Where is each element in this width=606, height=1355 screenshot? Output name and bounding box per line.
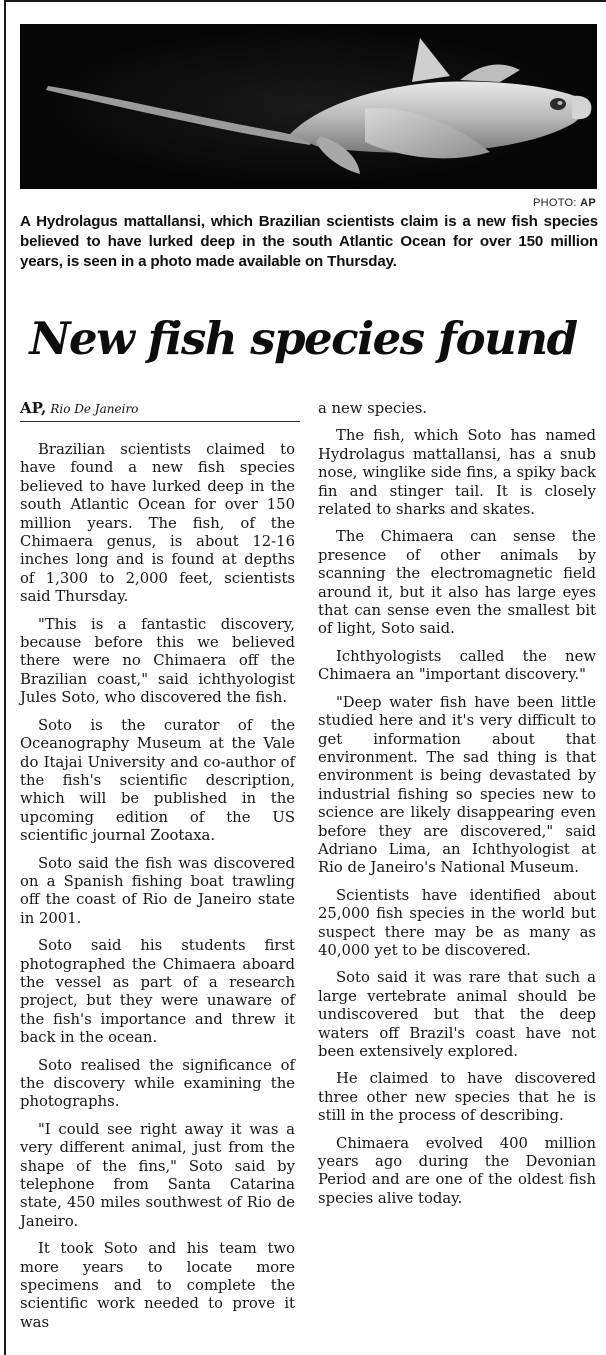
byline-place: Rio De Janeiro [50,402,139,416]
article-paragraph: Soto said his students first photographed the Chimaera aboard the vessel as part of a research project, but they were unaware of the fish's importance and threw it back in the ocean. [20,937,295,1047]
article-paragraph: The fish, which Soto has named Hydrolagus mattallansi, has a snub nose, winglike side fins, a spiky back fin and stinger tail. It is closely related to sharks and skates. [318,427,596,519]
article-paragraph: He claimed to have discovered three other new species that he is still in the process of describing. [318,1070,596,1125]
photo-credit [533,197,596,209]
article-paragraph: Soto said it was rare that such a large vertebrate animal should be undiscovered but that the deep waters off Brazil's coast have not been extensively explored. [318,969,596,1060]
article-paragraph: Ichthyologists called the new Chimaera an "important discovery." [318,647,596,684]
article-paragraph: "Deep water fish have been little studied here and it's very difficult to get information about that environment. The sad thing is that environment is being devastated by industrial fishing so species new to science are likely disappearing even before they are discovered," said Adriano Lima, an Ichthyologist at Rio de Janeiro's National Museum. [318,693,596,877]
article-paragraph: Scientists have identified about 25,000 fish species in the world but suspect there may be as many as 40,000 yet to be discovered. [318,886,596,959]
headline: New fish species found [29,312,577,365]
page-border-left [4,0,6,1355]
article-paragraph: The Chimaera can sense the presence of other animals by scanning the electromagnetic field around it, but it also has large eyes that can sense even the smallest bit of light, Soto said. [318,528,596,638]
article-paragraph: Soto realised the significance of the discovery while examining the photographs. [20,1056,295,1111]
article-paragraph: "This is a fantastic discovery, because before this we believed there were no Chimaera off the Brazilian coast," said ichthyologist Jules Soto, who discovered the fish. [20,615,295,707]
article-paragraph: Soto is the curator of the Oceanography Museum at the Vale do Itajai University and co-author of the fish's scientific description, which will be published in the upcoming edition of the US scientific journal Zootaxa. [20,716,295,845]
byline [20,399,300,422]
byline-agency: AP, [20,399,47,417]
page-border-top [4,0,606,2]
article-paragraph: Soto said the fish was discovered on a Spanish fishing boat trawling off the coast of Rio de Janeiro state in 2001. [20,854,295,927]
article-paragraph: "I could see right away it was a very different animal, just from the shape of the fins," Soto said by telephone from Santa Catarina state, 450 miles southwest of Rio de Janeiro. [20,1120,295,1230]
article-paragraph-continued: a new species. [318,400,428,417]
photo-credit-label: PHOTO: [532,197,577,209]
article-paragraph: Chimaera evolved 400 million years ago during the Devonian Period and are one of the oldest fish species alive today. [318,1134,596,1207]
article-paragraph: It took Soto and his team two more years to locate more specimens and to complete the scientific work needed to prove it was [20,1240,295,1331]
article-paragraph: Brazilian scientists claimed to have found a new fish species believed to have lurked deep in the south Atlantic Ocean for over 150 million years. The fish, of the Chimaera genus, is about 12-16 inches long and is found at depths of 1,300 to 2,000 feet, scientists said Thursday. [20,441,295,606]
photo-credit-source: AP [580,197,596,209]
article-column-left [20,441,295,1341]
fish-photo [20,24,597,189]
article-column-right [318,400,596,1217]
photo-caption: A Hydrolagus mattallansi, which Brazilian scientists claim is a new fish species believed to have lurked deep in the south Atlantic Ocean for over 150 million years, is seen in a photo made available on Thursday. [20,213,598,270]
